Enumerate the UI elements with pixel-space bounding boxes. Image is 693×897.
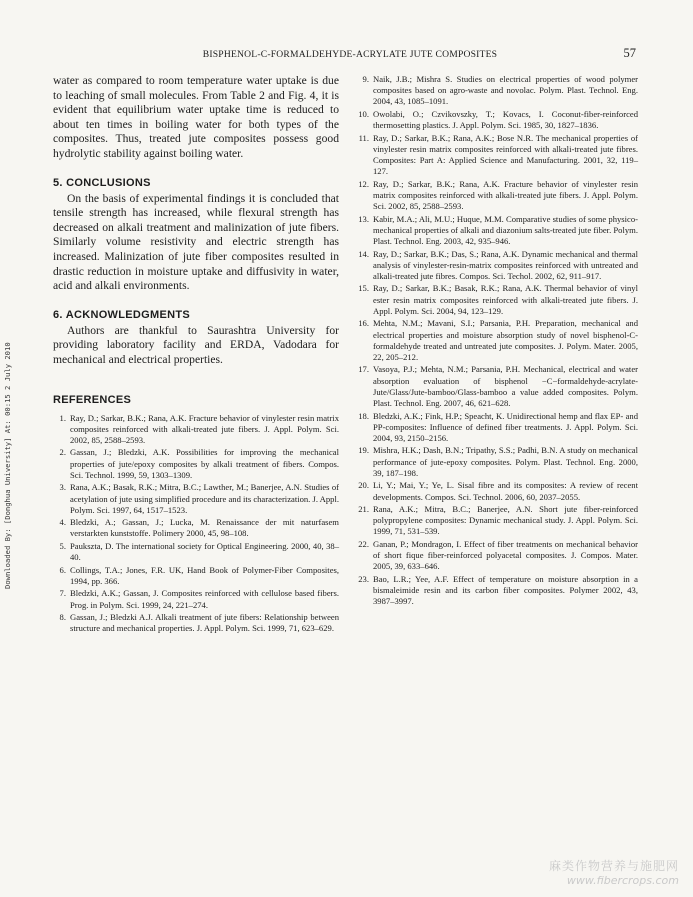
reference-item — [53, 541, 339, 563]
reference-number: 1. — [59, 412, 66, 423]
reference-text: Ray, D.; Sarkar, B.K.; Das, S.; Rana, A.K. Dynamic mechanical and thermal analysis of vinylester-resin-matrix composites reinforced with untreated and alkali-treated jute fibres. Compos. Sci. Techol. 2002, 62, 911–917. — [373, 248, 638, 281]
reference-item — [352, 318, 638, 363]
reference-text: Gassan, J.; Bledzki, A.K. Possibilities for improving the mechanical properties of jute/epoxy composites by alkali treatment of fibers. Compos. Sci. Technol. 1999, 59, 1303–1309. — [70, 447, 339, 480]
reference-item — [53, 517, 339, 539]
reference-number: 12. — [358, 178, 369, 189]
reference-number: 23. — [358, 573, 369, 584]
reference-text: Bledzki, A.K.; Gassan, J. Composites reinforced with cellulose based fibers. Prog. in Polym. Sci. 1999, 24, 221–274. — [70, 588, 339, 610]
reference-number: 4. — [59, 517, 66, 528]
reference-item — [352, 133, 638, 178]
reference-item — [352, 574, 638, 608]
reference-text: Vasoya, P.J.; Mehta, N.M.; Parsania, P.H. Mechanical, electrical and water absorption evaluation of bisphenol −C−formaldehyde-acrylate-Jute/Glass/Jute-bamboo/Glass-bamboo a value added composites. Polym. Plast. Technol. Eng. 2007, 46, 621–628. — [373, 364, 638, 409]
reference-text: Naik, J.B.; Mishra S. Studies on electrical properties of wood polymer composites based on agro-waste and novolac. Polym. Plast. Technol. Eng. 2004, 43, 1085–1091. — [373, 74, 638, 107]
reference-text: Rana, A.K.; Basak, R.K.; Mitra, B.C.; Lawther, M.; Banerjee, A.N. Studies of acetylation of jute using simplified procedure and its characterization. J. Appl. Polym. Sci. 1997, 64, 1517–1523. — [70, 482, 339, 515]
acknowledgments-paragraph: Authors are thankful to Saurashtra University for providing laboratory facility and ERDA, Vadodara for mechanical and electrical properties. — [53, 323, 339, 366]
reference-item — [352, 504, 638, 538]
reference-number: 7. — [59, 588, 66, 599]
reference-number: 13. — [358, 213, 369, 224]
reference-item — [352, 283, 638, 317]
reference-text: Bledzki, A.K.; Fink, H.P.; Speacht, K. Unidirectional hemp and flax EP- and PP-composites: Influence of defined fiber treatments. J. Appl. Polym. Sci. 2004, 93, 2150–2156. — [373, 410, 638, 443]
reference-text: Kabir, M.A.; Ali, M.U.; Huque, M.M. Comparative studies of some physico-mechanical properties of alkali and diazonium salts-treated jute fiber. Polym. Plast. Technol. Eng. 2003, 42, 935–946. — [373, 213, 638, 247]
reference-number: 19. — [358, 445, 369, 456]
reference-number: 5. — [59, 540, 66, 551]
reference-item — [352, 109, 638, 131]
reference-number: 20. — [358, 480, 369, 491]
continued-paragraph: water as compared to room temperature water uptake is due to leaching of small molecules. From Table 2 and Fig. 4, it is evident that equilibrium water uptake time is reduced to about ten times in boiling water for both types of the composites. Thus, treated jute composites possess good hydrolytic stability against boiling water. — [53, 74, 339, 160]
reference-text: Paukszta, D. The international society for Optical Engineering. 2000, 40, 38–40. — [70, 540, 339, 563]
reference-text: Gassan, J.; Bledzki A.J. Alkali treatment of jute fibers: Relationship between structure and mechanical properties. J. Appl. Polym. Sci. 1999, 71, 623–629. — [70, 612, 339, 634]
reference-text: Ray, D.; Sarkar, B.K.; Basak, R.K.; Rana, A.K. Thermal behavior of vinyl ester resin matrix composites reinforced with alkali-treated jute fibers. J. Appl. Polym. Sci. 2004, 94, 123–129. — [373, 283, 638, 316]
reference-text: Ray, D.; Sarkar, B.K.; Rana, A.K. Fracture behavior of vinylester resin matrix composites reinforced with alkali-treated jute fibers. J. Appl. Polym. Sci. 2002, 85, 2588–2593. — [373, 178, 638, 212]
reference-text: Ray, D.; Sarkar, B.K.; Rana, A.K.; Bose N.R. The mechanical properties of vinylester resin matrix composites reinforced with alkali-treated jute fibres. Composites: Part A: Applied Science and Manufacturing. 2001, 32, 119–127. — [373, 132, 638, 177]
reference-item — [352, 74, 638, 108]
reference-number: 11. — [358, 132, 369, 143]
left-column — [53, 74, 339, 636]
reference-item — [352, 445, 638, 479]
reference-item — [352, 411, 638, 445]
reference-number: 22. — [358, 538, 369, 549]
reference-item — [53, 588, 339, 610]
site-watermark — [549, 857, 679, 887]
reference-number: 17. — [358, 364, 369, 375]
reference-text: Collings, T.A.; Jones, F.R. UK, Hand Book of Polymer-Fiber Composites, 1994, pp. 366. — [70, 564, 339, 586]
reference-number: 18. — [358, 410, 369, 421]
reference-number: 15. — [358, 283, 369, 294]
reference-number: 21. — [358, 504, 369, 515]
reference-item — [352, 480, 638, 502]
download-stamp — [3, 327, 17, 589]
reference-text: Bledzki, A.; Gassan, J.; Lucka, M. Renaissance der mit naturfasem verstarkten kunststoffe. Polimery 2000, 45, 98–108. — [70, 517, 339, 539]
section-heading-conclusions: 5. CONCLUSIONS — [53, 176, 151, 189]
reference-item — [53, 413, 339, 447]
reference-text: Owolabi, O.; Czvikovszky, T.; Kovacs, I. Coconut-fiber-reinforced thermosetting plastics. J. Appl. Polym. Sci. 1985, 30, 1827–1836. — [373, 108, 638, 131]
reference-number: 2. — [59, 447, 66, 458]
reference-item — [53, 482, 339, 516]
reference-number: 9. — [362, 74, 369, 84]
reference-number: 16. — [358, 318, 369, 329]
reference-item — [352, 539, 638, 573]
reference-text: Ray, D.; Sarkar, B.K.; Rana, A.K. Fracture behavior of vinylester resin matrix composites reinforced with alkali-treated jute fibers. J. Appl. Polym. Sci. 2002, 85, 2588–2593. — [70, 412, 339, 445]
reference-list-left — [53, 413, 339, 635]
reference-number: 14. — [358, 248, 369, 259]
conclusions-paragraph: On the basis of experimental findings it is concluded that tensile strength has increased, while flexural strength has decreased on alkali treatment and malinization of jute fibers. Similarly volume resistivity and electric strength has increased. Malinization of jute fiber composites resulted in drastic reduction in moisture uptake and diffusivity in water, acid and alkali environments. — [53, 191, 339, 293]
reference-item — [53, 565, 339, 587]
reference-number: 6. — [59, 564, 66, 575]
reference-item — [352, 179, 638, 213]
reference-item — [53, 447, 339, 481]
page-number: 57 — [623, 46, 636, 60]
reference-item — [53, 612, 339, 634]
reference-item — [352, 249, 638, 283]
references-heading: REFERENCES — [53, 393, 132, 406]
reference-list-right — [352, 74, 638, 608]
reference-number: 10. — [358, 108, 369, 119]
reference-number: 8. — [59, 612, 66, 623]
reference-text: Rana, A.K.; Mitra, B.C.; Banerjee, A.N. Short jute fiber-reinforced polypropylene composites: Dynamic mechanical study. J. Appl. Polym. Sci. 1999, 71, 531–539. — [373, 504, 638, 537]
reference-number: 3. — [59, 482, 66, 493]
reference-item — [352, 214, 638, 248]
reference-item — [352, 364, 638, 409]
watermark-url: www.fibercrops.com — [566, 874, 679, 887]
download-stamp-text: Downloaded By: [Donghua University] At: 00:15 2 July 2010 — [3, 342, 12, 589]
right-column — [352, 74, 638, 609]
watermark-chinese-text: 麻类作物营养与施肥网 — [548, 859, 679, 873]
reference-text: Ganan, P.; Mondragon, I. Effect of fiber treatments on mechanical behavior of short fique fiber-reinforced polyacetal composites. J. Compos. Mater. 2005, 39, 633–646. — [373, 538, 638, 572]
reference-text: Li, Y.; Mai, Y.; Ye, L. Sisal fibre and its composites: A review of recent developments. Compos. Sci. Technol. 2006, 60, 2037–2055. — [373, 480, 638, 502]
reference-text: Bao, L.R.; Yee, A.F. Effect of temperature on moisture absorption in a bismaleimide resin and its carbon fiber composites. Polymer 2002, 43, 3987–3997. — [373, 573, 638, 607]
running-head: BISPHENOL-C-FORMALDEHYDE-ACRYLATE JUTE COMPOSITES — [202, 49, 498, 60]
section-heading-acknowledgments: 6. ACKNOWLEDGMENTS — [53, 308, 190, 321]
reference-text: Mishra, H.K.; Dash, B.N.; Tripathy, S.S.; Padhi, B.N. A study on mechanical performance of jute-epoxy composites. Polym. Plast. Technol. Eng. 2000, 39, 187–198. — [373, 445, 638, 478]
reference-text: Mehta, N.M.; Mavani, S.I.; Parsania, P.H. Preparation, mechanical and electrical properties and moisture absorption study of novel bisphenol-C-formaldehyde treated and untreated jute composites. J. Polym. Mater. 2005, 22, 205–212. — [373, 318, 638, 362]
